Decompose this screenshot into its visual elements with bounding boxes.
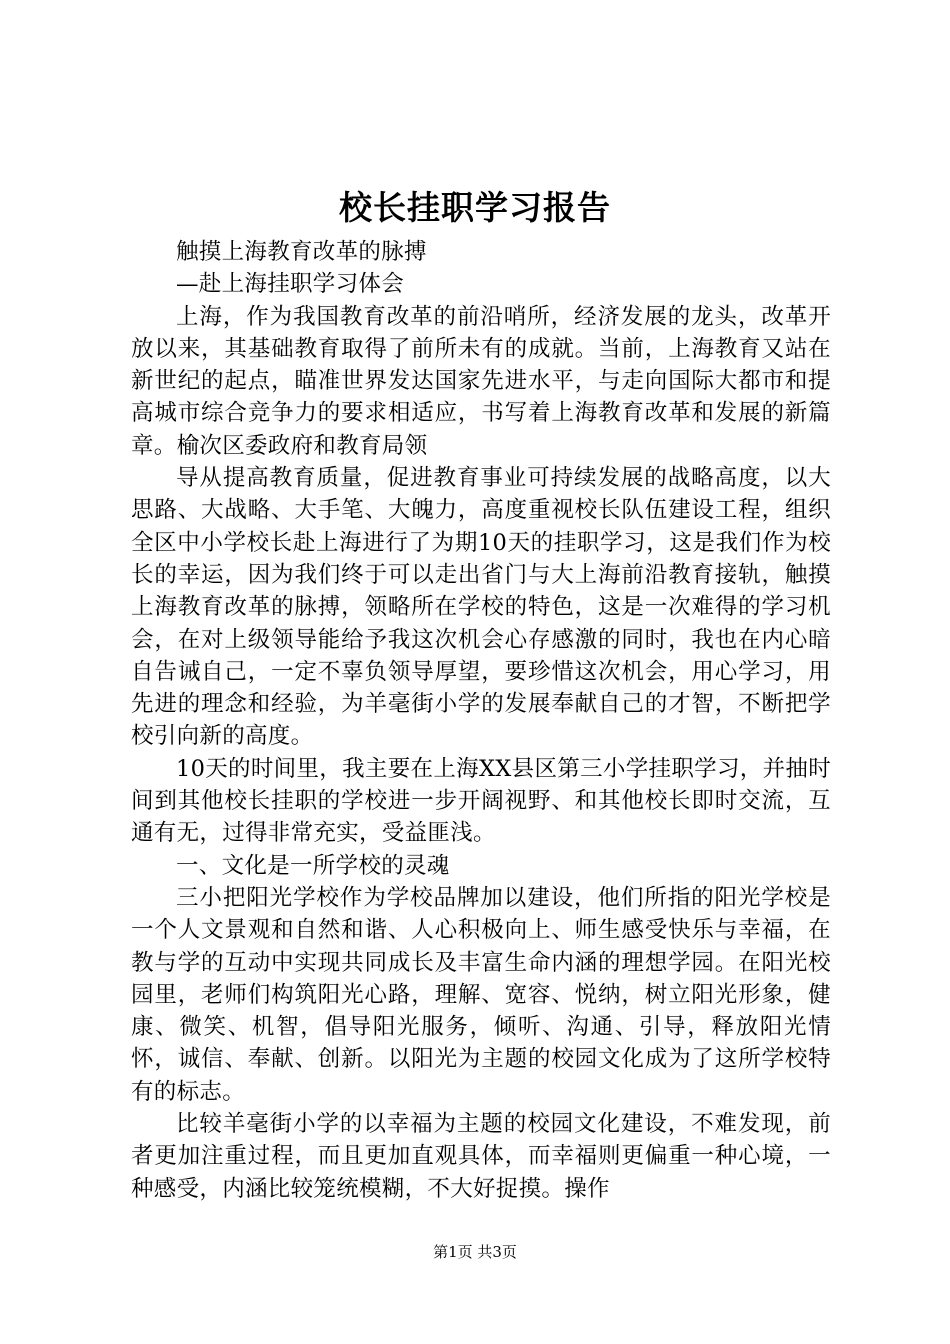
document-body	[131, 236, 831, 1205]
subtitle-line-2: —赴上海挂职学习体会	[176, 271, 405, 298]
page-footer: 第1页 共3页	[433, 1243, 517, 1261]
subtitle-line: 触摸上海教育改革的脉搏	[176, 239, 427, 265]
section-heading: 一、文化是一所学校的灵魂	[176, 852, 450, 879]
paragraph: 比较羊毫街小学的以幸福为主题的校园文化建设，不难发现，前者更加注重过程，而且更加直观具体，而幸福则更偏重一种心境，一种感受，内涵比较笼统模糊，不大好捉摸。操作	[131, 1111, 831, 1202]
paragraph: 10天的时间里，我主要在上海XX县区第三小学挂职学习，并抽时间到其他校长挂职的学校进一步开阔视野、和其他校长即时交流，互通有无，过得非常充实，受益匪浅。	[131, 755, 831, 847]
document-title: 校长挂职学习报告	[339, 188, 611, 227]
paragraph: 导从提高教育质量，促进教育事业可持续发展的战略高度，以大思路、大战略、大手笔、大魄力，高度重视校长队伍建设工程，组织全区中小学校长赴上海进行了为期10天的挂职学习，这是我们作为校长的幸运，因为我们终于可以走出省门与大上海前沿教育接轨，触摸上海教育改革的脉搏，领略所在学校的特色，这是一次难得的学习机会，在对上级领导能给予我这次机会心存感激的同时，我也在内心暗自告诫自己，一定不辜负领导厚望，要珍惜这次机会，用心学习，用先进的理念和经验，为羊毫街小学的发展奉献自己的才智，不断把学校引向新的高度。	[131, 465, 831, 750]
paragraph: 上海，作为我国教育改革的前沿哨所，经济发展的龙头，改革开放以来，其基础教育取得了前所未有的成就。当前，上海教育又站在新世纪的起点，瞄准世界发达国家先进水平，与走向国际大都市和提高城市综合竞争力的要求相适应，书写着上海教育改革和发展的新篇章。榆次区委政府和教育局领	[131, 303, 831, 459]
paragraph: 三小把阳光学校作为学校品牌加以建设，他们所指的阳光学校是一个人文景观和自然和谐、人心积极向上、师生感受快乐与幸福，在教与学的互动中实现共同成长及丰富生命内涵的理想学园。在阳光校园里，老师们构筑阳光心路，理解、宽容、悦纳，树立阳光形象，健康、微笑、机智，倡导阳光服务，倾听、沟通、引导，释放阳光情怀，诚信、奉献、创新。以阳光为主题的校园文化成为了这所学校特有的标志。	[131, 884, 831, 1105]
